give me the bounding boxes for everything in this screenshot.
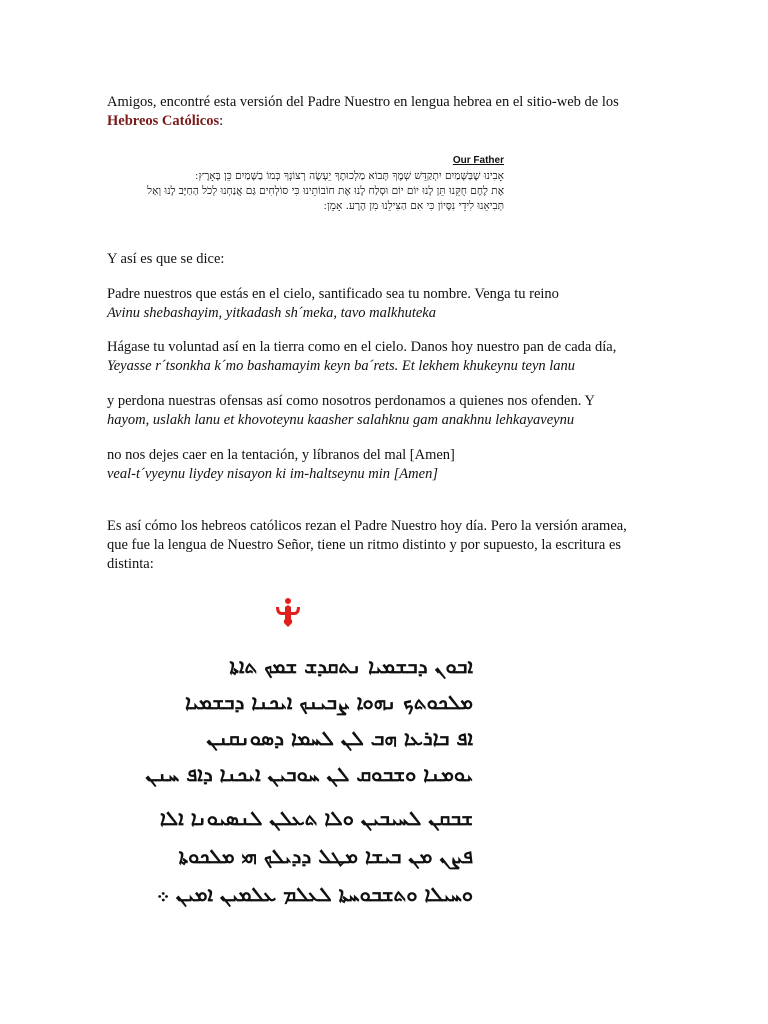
- syriac-line-4: ܝܘܡܢܐ ܘܫܒܘܩ ܠܢ ܚܘܒܝܢ ܐܝܟܢܐ ܕܐܦ ܚܢܢ: [145, 762, 473, 786]
- paragraph-2-spanish: Padre nuestros que estás en el cielo, santificado sea tu nombre. Venga tu reino: [107, 286, 559, 302]
- paragraph-5: [107, 446, 707, 484]
- syriac-line-6: ܦܨܢ ܡܢ ܒܝܫܐ ܡܛܠ ܕܕܝܠܟ ܗܝ ܡܠܟܘܬܐ: [178, 844, 473, 868]
- paragraph-6-line-1: Es así cómo los hebreos católicos rezan el Padre Nuestro hoy día. Pero la versión aramea,: [107, 518, 627, 534]
- hebrew-image-title: Our Father: [452, 155, 504, 166]
- hebrew-line-2: אֶת לֶחֶם חֻקֵּנוּ תֵּן לָנוּ יוֹם יוֹם וּסְלַח לָנוּ אֶת חוֹבוֹתֵינוּ כִּי סוֹלְחִים גַּם אֲנַחְנוּ לְכֹל הַחַיָּב לָנוּ וְאַל: [147, 185, 504, 197]
- hebrew-prayer-image: [147, 155, 518, 221]
- paragraph-6-line-2: que fue la lengua de Nuestro Señor, tiene un ritmo distinto y por supuesto, la escritura es: [107, 537, 622, 553]
- paragraph-2: [107, 285, 707, 323]
- syriac-cross-icon: [272, 597, 304, 629]
- hebrew-line-3: תְּבִיאֵנוּ לִידֵי נִסָּיוֹן כִּי אִם הַצִּילֵנוּ מִן הָרָע. אָמֵן ׃: [323, 200, 504, 212]
- syriac-line-2: ܡܠܟܘܬܟ ܢܗܘܐ ܨܒܝܢܟ ܐܝܟܢܐ ܕܒܫܡܝܐ: [184, 690, 473, 714]
- intro-paragraph: [107, 93, 667, 131]
- paragraph-6-line-3: distinta:: [107, 556, 154, 572]
- syriac-line-3: ܐܦ ܒܐܪܥܐ ܗܒ ܠܢ ܠܚܡܐ ܕܣܘܢܩܢܢ: [206, 726, 473, 750]
- paragraph-4-transliteration: hayom, uslakh lanu et khovoteynu kaasher salahknu gam anakhnu lehkayaveynu: [107, 412, 575, 428]
- paragraph-6: [107, 517, 707, 574]
- hebreos-catolicos-link[interactable]: Hebreos Católicos: [107, 113, 220, 129]
- hebrew-line-1: אָבִינוּ שֶׁבַּשָּׁמַיִם יִתְקַדֵּשׁ שְׁמֶךָ תָּבוֹא מַלְכוּתֶךָ יֵעָשֶׂה רְצוֹנְךָ כְּמוֹ בַשָּׁמַיִם כֵּן בָּאָרֶץ ׃: [195, 170, 504, 182]
- paragraph-1: Y así es que se dice:: [107, 251, 225, 267]
- paragraph-3-spanish: Hágase tu voluntad así en la tierra como en el cielo. Danos hoy nuestro pan de cada día,: [107, 339, 617, 355]
- syriac-line-5: ܫܒܩܢ ܠܚܝܒܝܢ ܘܠܐ ܬܥܠܢ ܠܢܣܝܘܢܐ ܐܠܐ: [159, 806, 473, 830]
- syriac-line-1: ܐܒܘܢ ܕܒܫܡܝܐ ܢܬܩܕܫ ܫܡܟ ܬܐܬܐ: [229, 654, 473, 678]
- syriac-line-7: ܘܚܝܠܐ ܘܬܫܒܘܚܬܐ ܠܥܠܡ ܥܠܡܝܢ ܐܡܝܢ ܀: [156, 882, 473, 906]
- intro-suffix: :: [219, 113, 224, 129]
- paragraph-4-spanish: y perdona nuestras ofensas así como nosotros perdonamos a quienes nos ofenden. Y: [107, 393, 595, 409]
- paragraph-3: [107, 338, 707, 376]
- paragraph-2-transliteration: Avinu shebashayim, yitkadash sh´meka, tavo malkhuteka: [107, 305, 436, 321]
- intro-text: Amigos, encontré esta versión del Padre Nuestro en lengua hebrea en el sitio-web de los: [107, 94, 619, 110]
- paragraph-4: [107, 392, 707, 430]
- paragraph-3-transliteration: Yeyasse r´tsonkha k´mo bashamayim keyn ba´rets. Et lekhem khukeynu teyn lanu: [107, 358, 576, 374]
- paragraph-5-transliteration: veal-t´vyeynu liydey nisayon ki im-haltseynu min [Amen]: [107, 466, 438, 482]
- paragraph-5-spanish: no nos dejes caer en la tentación, y líbranos del mal [Amen]: [107, 447, 455, 463]
